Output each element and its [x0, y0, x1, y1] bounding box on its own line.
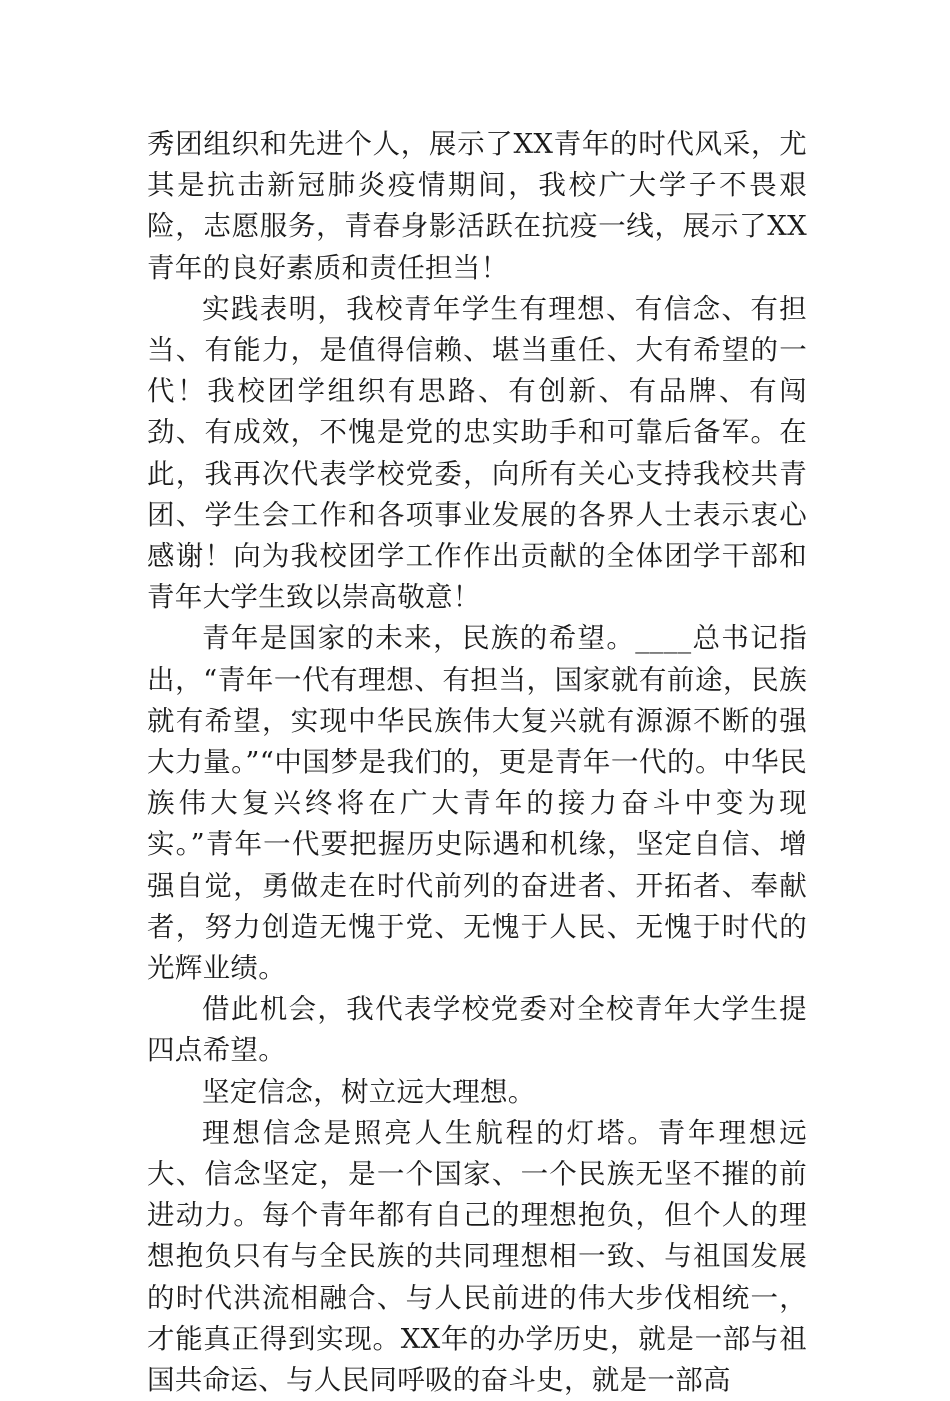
- paragraph: 实践表明，我校青年学生有理想、有信念、有担当、有能力，是值得信赖、堪当重任、大有希望的一代！我校团学组织有思路、有创新、有品牌、有闯劲、有成效，不愧是党的忠实助手和可靠后备军。在此，我再次代表学校党委，向所有关心支持我校共青团、学生会工作和各项事业发展的各界人士表示衷心感谢！向为我校团学工作作出贡献的全体团学干部和青年大学生致以崇高敬意！: [147, 292, 807, 614]
- paragraph: 坚定信念，树立远大理想。: [202, 1075, 536, 1108]
- paragraph: 理想信念是照亮人生航程的灯塔。青年理想远大、信念坚定，是一个国家、一个民族无坚不摧的前进动力。每个青年都有自己的理想抱负，但个人的理想抱负只有与全民族的共同理想相一致、与祖国发展的时代洪流相融合、与人民前进的伟大步伐相统一，才能真正得到实现。XX年的办学历史，就是一部与祖国共命运、与人民同呼吸的奋斗史，就是一部高: [147, 1116, 807, 1397]
- paragraph: 青年是国家的未来，民族的希望。____总书记指出，“青年一代有理想、有担当，国家就有前途，民族就有希望，实现中华民族伟大复兴就有源源不断的强大力量。”“中国梦是我们的，更是青年一代的。中华民族伟大复兴终将在广大青年的接力奋斗中变为现实。”青年一代要把握历史际遇和机缘，坚定自信、增强自觉，勇做走在时代前列的奋进者、开拓者、奉献者，努力创造无愧于党、无愧于人民、无愧于时代的光辉业绩。: [147, 622, 807, 985]
- paragraph: 秀团组织和先进个人，展示了XX青年的时代风采，尤其是抗击新冠肺炎疫情期间，我校广大学子不畏艰险，志愿服务，青春身影活跃在抗疫一线，展示了XX青年的良好素质和责任担当！: [147, 128, 807, 284]
- paragraph: 借此机会，我代表学校党委对全校青年大学生提四点希望。: [147, 993, 807, 1067]
- document-body: [147, 124, 807, 1401]
